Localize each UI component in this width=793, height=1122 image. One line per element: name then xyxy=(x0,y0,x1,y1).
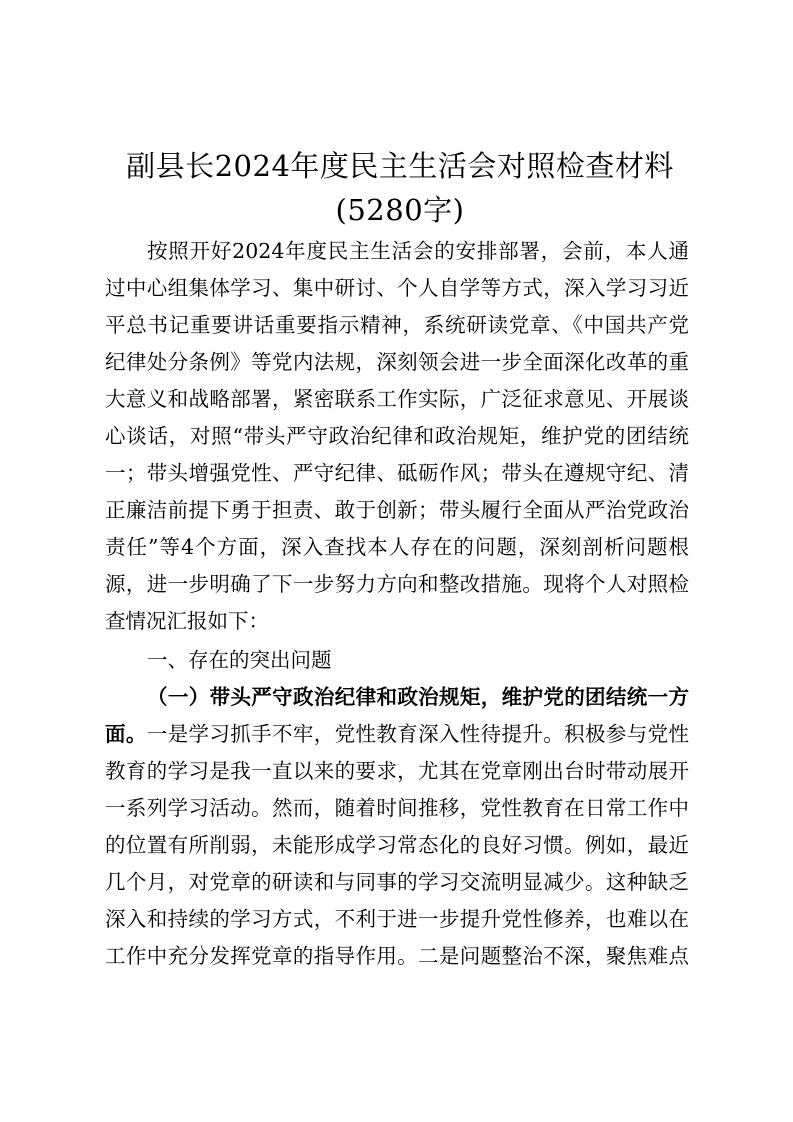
text-line: 教育的学习是我一直以来的要求，尤其在党章刚出台时带动展开 xyxy=(105,759,689,783)
text-line: 一；带头增强党性、严守纪律、砥砺作风；带头在遵规守纪、清 xyxy=(105,461,689,485)
subsection-title-end: 面。 xyxy=(105,722,147,746)
text-line: 一系列学习活动。然而，随着时间推移，党性教育在日常工作中 xyxy=(105,796,689,820)
text-line: 深入和持续的学习方式，不利于进一步提升党性修养，也难以在 xyxy=(105,907,689,931)
document-title: 副县长2024年度民主生活会对照检查材料 xyxy=(126,149,674,183)
text-line: 的位置有所削弱，未能形成学习常态化的良好习惯。例如，最近 xyxy=(105,833,689,857)
text-line: 过中心组集体学习、集中研讨、个人自学等方式，深入学习习近 xyxy=(105,276,689,300)
text-line: 按照开好2024年度民主生活会的安排部署，会前，本人通 xyxy=(147,239,689,263)
text-line: 平总书记重要讲话重要指示精神，系统研读党章、《中国共产党 xyxy=(105,313,689,337)
text-line: 责任”等4个方面，深入查找本人存在的问题，深刻剖析问题根 xyxy=(105,535,689,559)
text-line: 几个月，对党章的研读和与同事的学习交流明显减少。这种缺乏 xyxy=(105,870,689,894)
text-line: 心谈话，对照“带头严守政治纪律和政治规矩，维护党的团结统 xyxy=(105,424,689,448)
text-line: 正廉洁前提下勇于担责、敢于创新；带头履行全面从严治党政治 xyxy=(105,498,689,522)
text-line: 源，进一步明确了下一步努力方向和整改措施。现将个人对照检 xyxy=(105,572,689,596)
text-line: 工作中充分发挥党章的指导作用。二是问题整治不深，聚焦难点 xyxy=(105,944,689,968)
text-line: 大意义和战略部署，紧密联系工作实际，广泛征求意见、开展谈 xyxy=(105,387,689,411)
subsection-title: （一）带头严守政治纪律和政治规矩，维护党的团结统一方 xyxy=(147,685,689,709)
paragraph-text: 一是学习抓手不牢，党性教育深入性待提升。积极参与党性 xyxy=(146,722,689,746)
text-line: 纪律处分条例》等党内法规，深刻领会进一步全面深化改革的重 xyxy=(105,350,689,374)
text-line xyxy=(105,715,689,753)
section-heading: 一、存在的突出问题 xyxy=(147,648,332,672)
document-subtitle-word-count: (5280字) xyxy=(335,193,465,227)
text-line: 查情况汇报如下： xyxy=(105,609,269,633)
